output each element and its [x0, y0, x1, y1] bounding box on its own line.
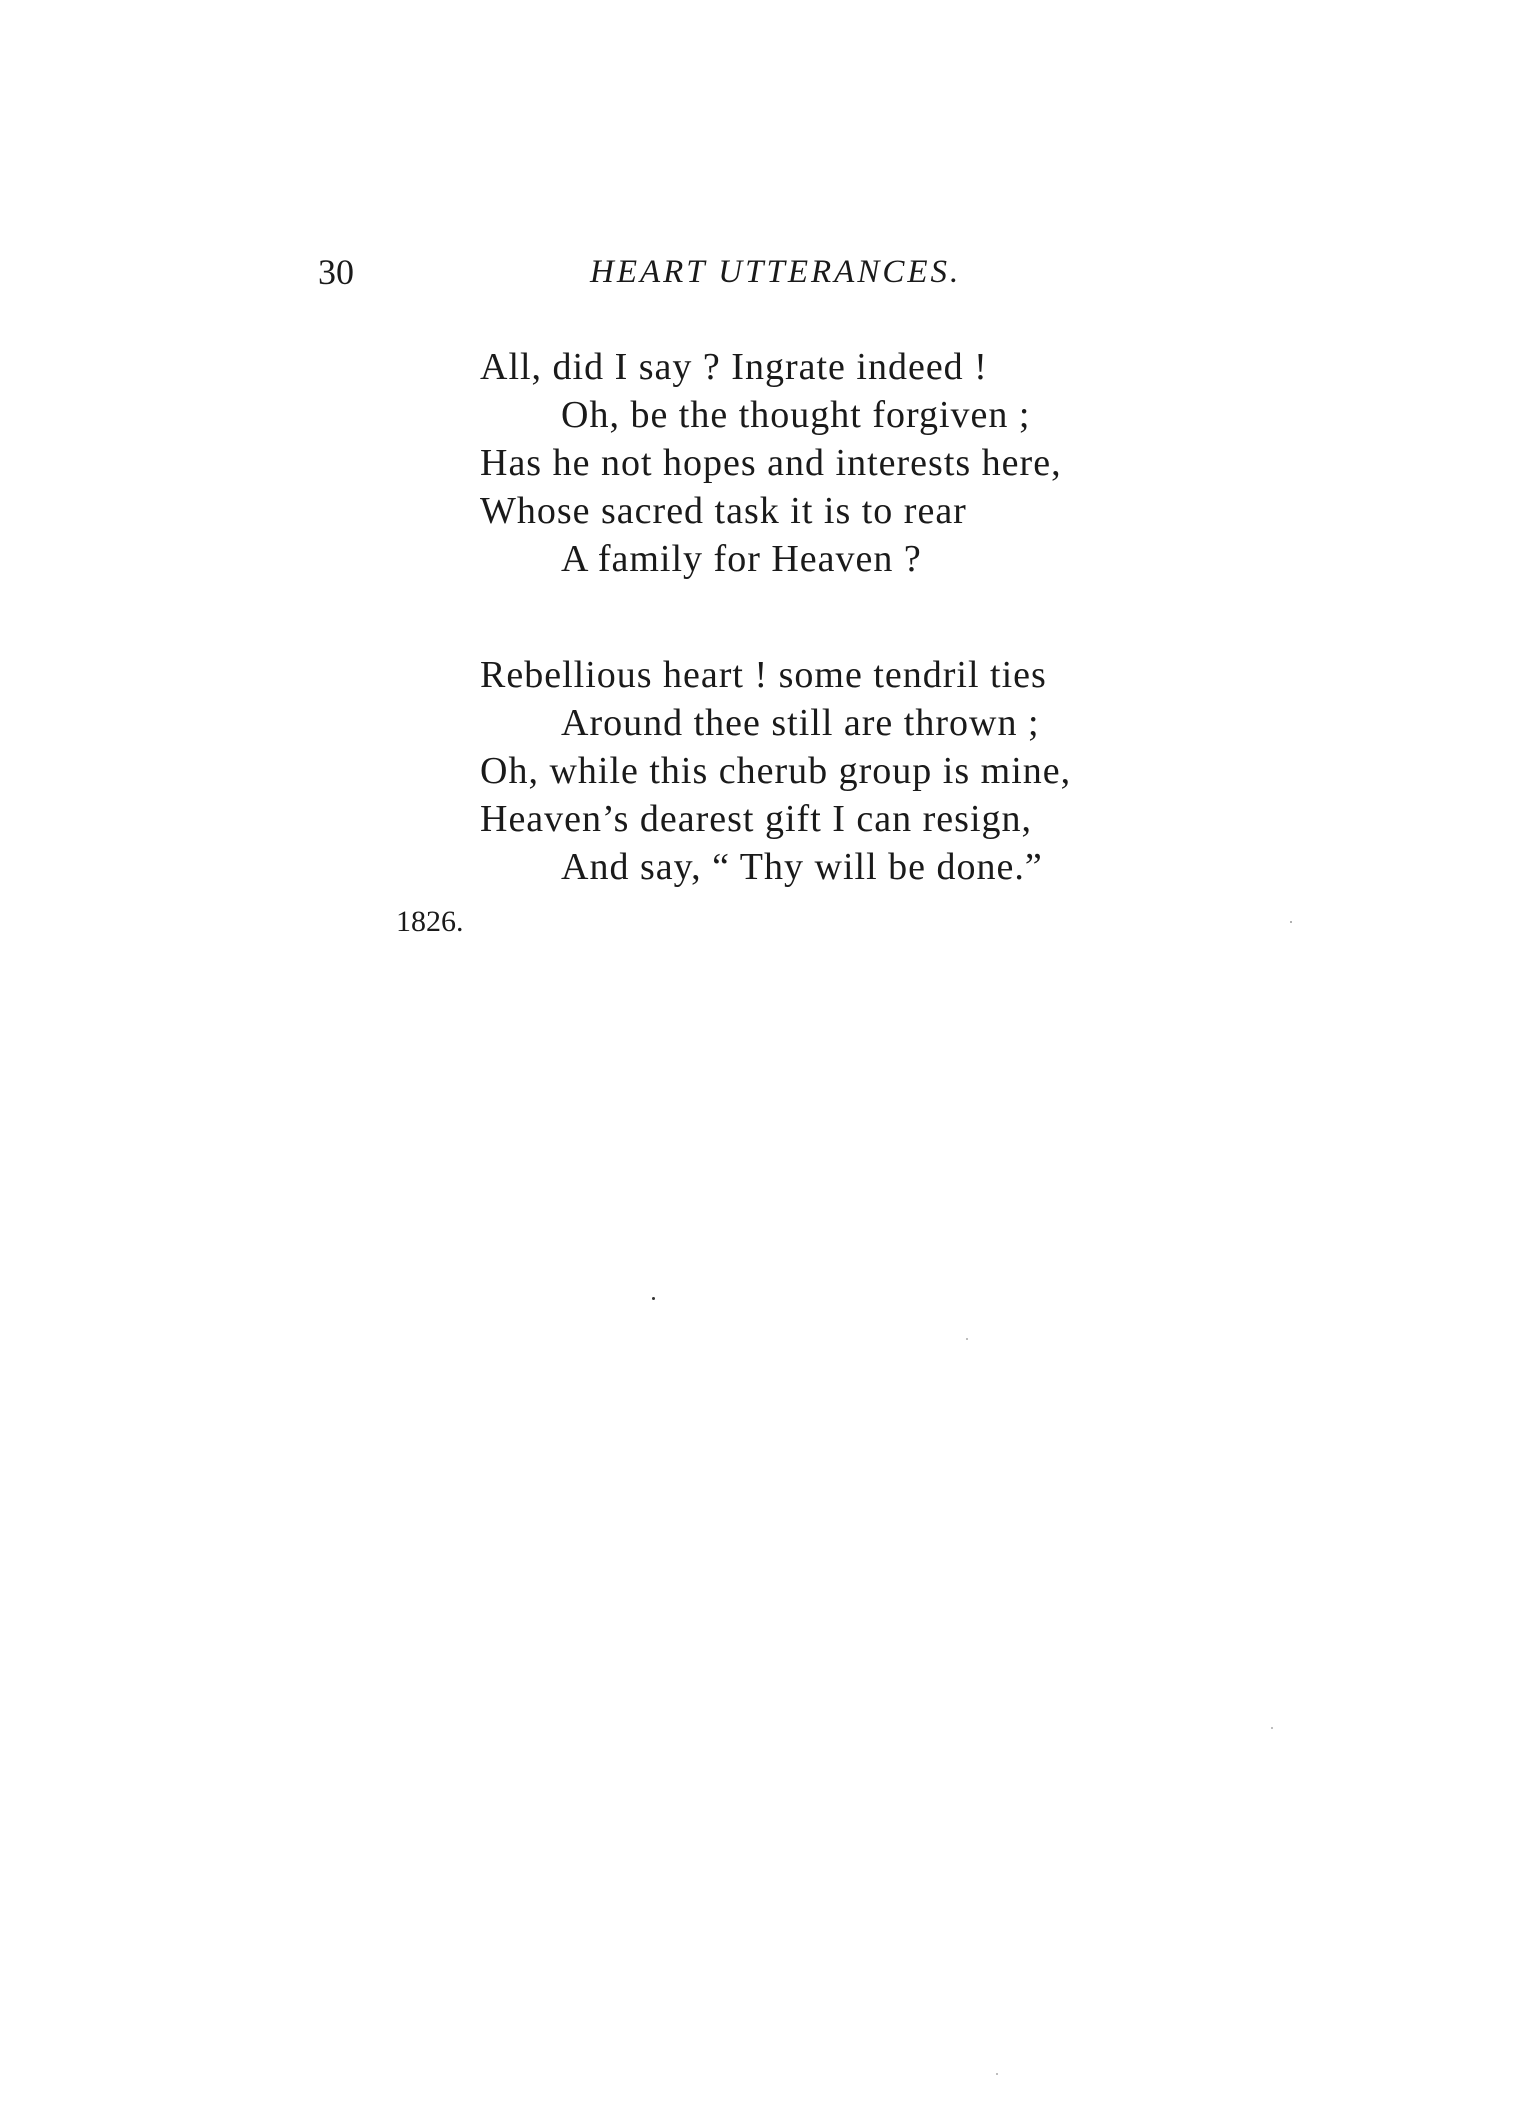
print-speck [966, 1338, 968, 1340]
poem-line: Oh, while this cherub group is mine, [480, 750, 1072, 792]
poem-date: 1826. [396, 905, 464, 938]
poem-line: Whose sacred task it is to rear [480, 490, 967, 532]
page-number: 30 [318, 252, 354, 292]
print-speck [1290, 921, 1292, 923]
print-speck [1271, 1727, 1273, 1729]
poem-line: Has he not hopes and interests here, [480, 442, 1062, 484]
poem-line: And say, “ Thy will be done.” [561, 846, 1043, 888]
poem-line: Around thee still are thrown ; [561, 702, 1040, 744]
print-speck [652, 1297, 655, 1300]
poem-line: Heaven’s dearest gift I can resign, [480, 798, 1033, 840]
poem-line: Oh, be the thought forgiven ; [561, 394, 1031, 436]
print-speck [996, 2073, 998, 2075]
poem-line: All, did I say ? Ingrate indeed ! [480, 346, 988, 388]
running-title: HEART UTTERANCES. [590, 254, 962, 290]
poem-stanza-2 [480, 651, 1380, 891]
poem-line: Rebellious heart ! some tendril ties [480, 654, 1047, 696]
poem-line: A family for Heaven ? [561, 538, 922, 580]
poem-stanza-1 [480, 343, 1380, 583]
